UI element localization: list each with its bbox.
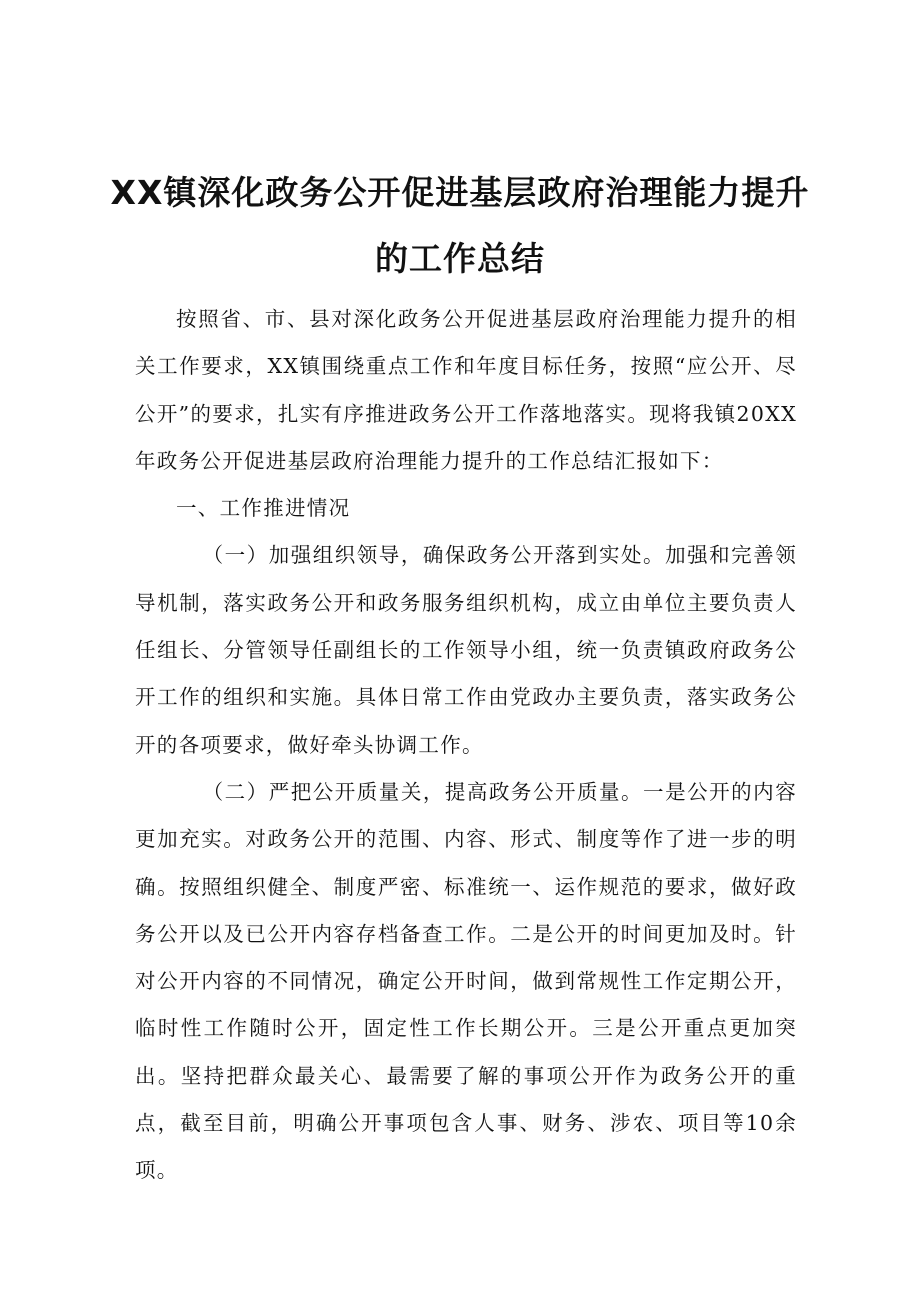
paragraph-quality: （二）严把公开质量关，提高政务公开质量。一是公开的内容更加充实。对政务公开的范围、内容、形式、制度等作了进一步的明确。按照组织健全、制度严密、标准统一、运作规范的要求，做好政务公开以及已公开内容存档备查工作。二是公开的时间更加及时。针对公开内容的不同情况，确定公开时间，做到常规性工作定期公开，临时性工作随时公开，固定性工作长期公开。三是公开重点更加突出。坚持把群众最关心、最需要了解的事项公开作为政务公开的重点，截至目前，明确公开事项包含人事、财务、涉农、项目等10余项。: [135, 779, 797, 1183]
document-title: XX镇深化政务公开促进基层政府治理能力提升的工作总结: [110, 173, 810, 278]
section-heading: 一、工作推进情况: [176, 496, 351, 521]
document-body: [135, 296, 797, 1195]
paragraph-organization: （一）加强组织领导，确保政务公开落到实处。加强和完善领导机制，落实政务公开和政务服务组织机构，成立由单位主要负责人任组长、分管领导任副组长的工作领导小组，统一负责镇政府政务公开工作的组织和实施。具体日常工作由党政办主要负责，落实政务公开的各项要求，做好牵头协调工作。: [135, 543, 797, 757]
intro-paragraph: 按照省、市、县对深化政务公开促进基层政府治理能力提升的相关工作要求，XX镇围绕重点工作和年度目标任务，按照“应公开、尽公开”的要求，扎实有序推进政务公开工作落地落实。现将我镇20XX年政务公开促进基层政府治理能力提升的工作总结汇报如下：: [135, 307, 797, 473]
